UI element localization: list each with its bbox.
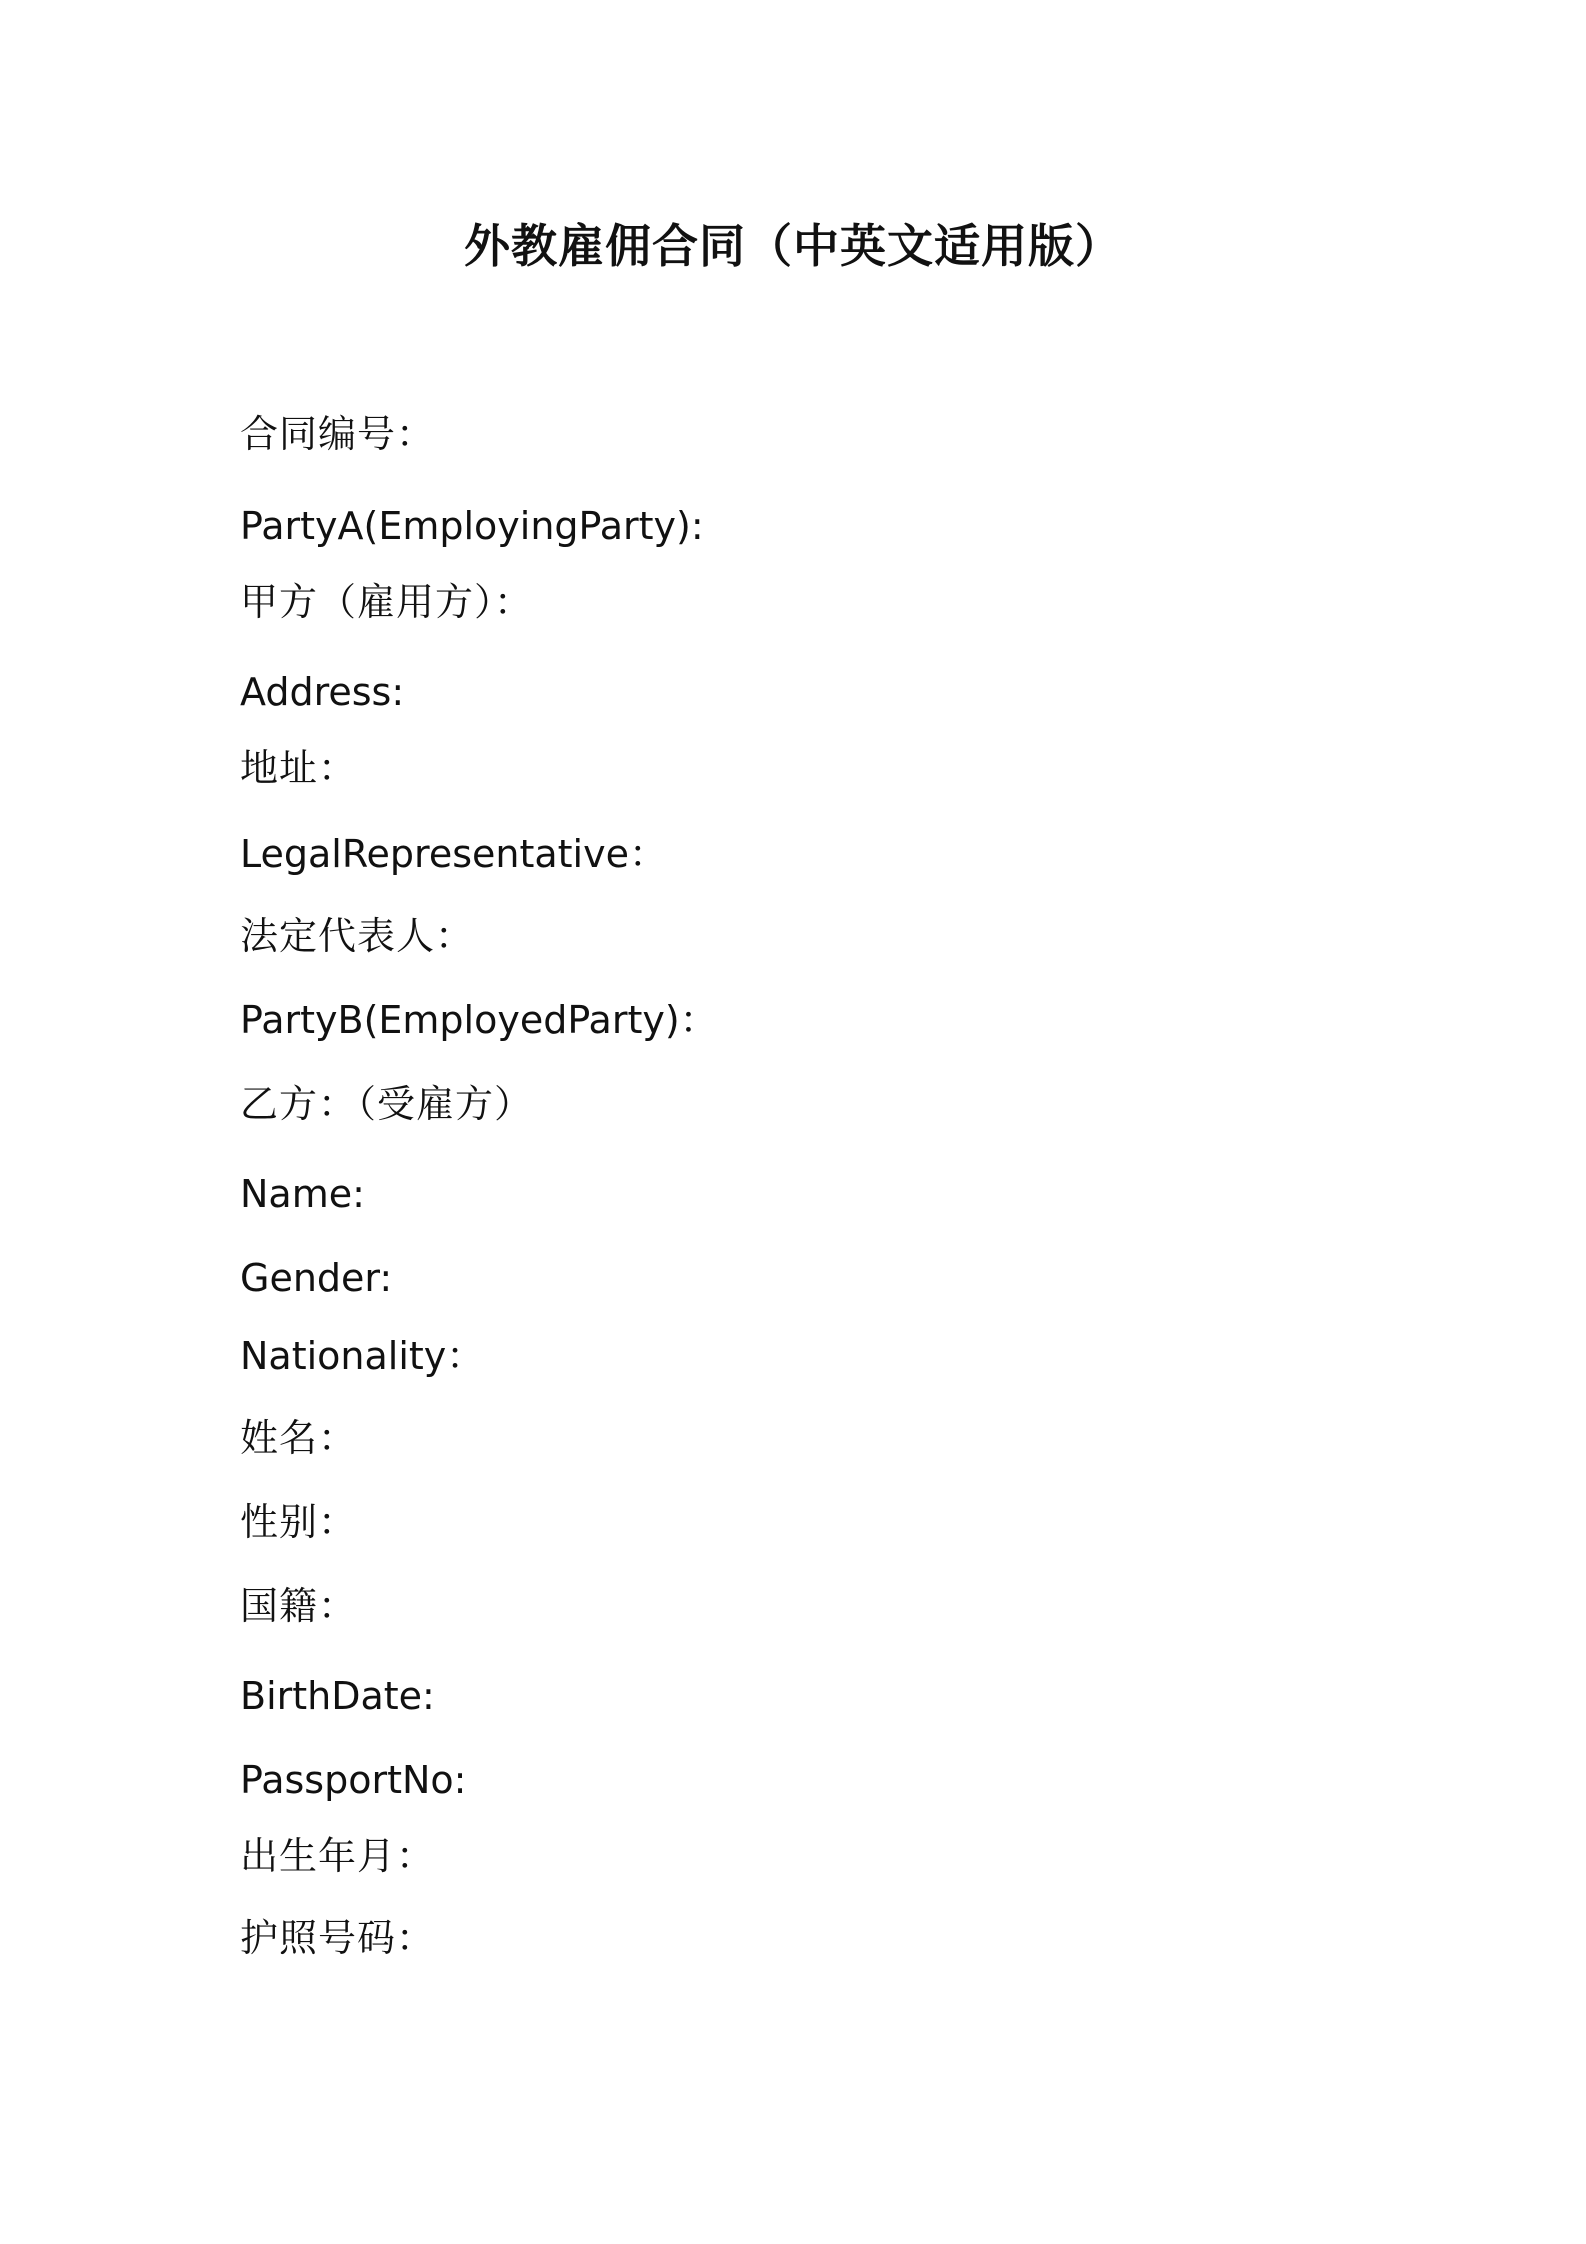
party-b-label-en: PartyB(EmployedParty)： [240,998,718,1042]
gender-label-cn: 性别： [240,1500,358,1544]
gender-label-en: Gender: [240,1256,393,1300]
name-label-cn: 姓名： [240,1416,358,1460]
party-b-label-cn: 乙方：（受雇方） [240,1082,534,1126]
address-label-cn: 地址： [240,746,358,790]
legal-representative-label-en: LegalRepresentative： [240,832,667,876]
name-label-en: Name: [240,1172,365,1216]
address-label-en: Address: [240,670,405,714]
birthdate-label-en: BirthDate: [240,1674,435,1718]
party-a-label-cn: 甲方（雇用方）： [240,580,534,624]
passport-number-label-en: PassportNo: [240,1758,467,1802]
nationality-label-cn: 国籍： [240,1584,358,1628]
legal-representative-label-cn: 法定代表人： [240,914,475,958]
nationality-label-en: Nationality： [240,1334,485,1378]
birthdate-label-cn: 出生年月： [240,1834,436,1878]
contract-number-label: 合同编号： [240,412,436,456]
party-a-label-en: PartyA(EmployingParty): [240,504,704,548]
passport-number-label-cn: 护照号码： [240,1916,436,1960]
document-title: 外教雇佣合同（中英文适用版） [464,219,1122,273]
